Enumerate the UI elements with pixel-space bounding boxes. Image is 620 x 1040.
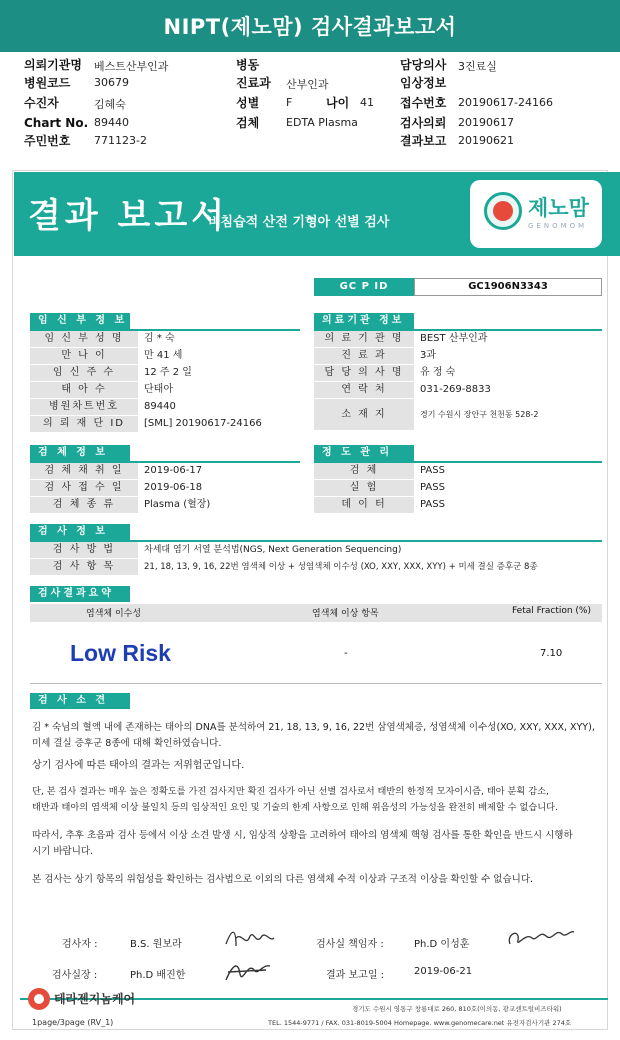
pregnancy-info-table (30, 331, 300, 433)
pregnancy-info-title: 임 신 부 정 보 (30, 313, 130, 329)
qc-info-title: 정 도 관 리 (314, 445, 414, 461)
row-label: 검 체 종 류 (30, 497, 138, 514)
ward-label: 병동 (236, 58, 260, 72)
hospital-code-label: 병원코드 (24, 76, 71, 90)
logo-subtext: GENOMOM (528, 222, 588, 230)
page-number: 1page/3page (RV_1) (32, 1018, 114, 1027)
row-label: 진 료 과 (314, 348, 414, 365)
responsible-label: 검사실 책임자 : (316, 939, 384, 950)
table-row (30, 480, 300, 497)
institution-info-table (314, 331, 602, 431)
id-number-value: 771123-2 (94, 134, 147, 147)
row-label: 담 당 의 사 명 (314, 365, 414, 382)
qc-info-table (314, 463, 602, 514)
qc-info-section (314, 445, 602, 514)
result-divider (30, 683, 602, 684)
row-value: 12 주 2 일 (138, 365, 300, 382)
tester-signature (222, 924, 278, 952)
findings-line: 미세 결실 증후군 8종에 대해 확인하였습니다. (32, 738, 222, 749)
lab-head-signature (220, 956, 276, 986)
receipt-number-value: 20190617-24166 (458, 96, 553, 109)
hospital-name-value: 베스트산부인과 (94, 60, 169, 73)
row-label: 검 체 (314, 463, 414, 480)
findings-paragraph-5: 본 검사는 상기 항목의 위험성을 확인하는 검사법으로 이외의 다른 염색체 수적 이상과 구조적 이상을 확인할 수 없습니다. (32, 874, 534, 885)
row-label: 의 뢰 재 단 ID (30, 416, 138, 433)
row-value: Plasma (혈장) (138, 497, 300, 514)
table-row (314, 331, 602, 348)
header-row-1-col-1: 의뢰기관명 (24, 58, 82, 72)
risk-result: Low Risk (70, 640, 171, 666)
id-number-label: 주민번호 (24, 134, 71, 148)
sex-value: F (286, 96, 293, 109)
hospital-code-value: 30679 (94, 76, 129, 89)
table-row (30, 542, 602, 559)
report-title: NIPT(제노맘) 검사결과보고서 (0, 0, 620, 52)
department-label: 진료과 (236, 76, 271, 90)
institution-info-section (314, 313, 602, 431)
test-info-section (30, 524, 602, 576)
request-date-label: 검사의뢰 (400, 116, 447, 130)
patient-label: 수진자 (24, 96, 59, 110)
row-label: 만 나 이 (30, 348, 138, 365)
report-date-value: 20190621 (458, 134, 514, 147)
clinical-info-label: 임상정보 (400, 76, 447, 90)
result-summary-header (30, 604, 602, 622)
row-value: 단태아 (138, 382, 300, 399)
table-row (314, 399, 602, 431)
row-value: 3과 (414, 348, 602, 365)
responsible-name: Ph.D 이성훈 (414, 939, 470, 950)
table-row (314, 480, 602, 497)
chart-no-value: 89440 (94, 116, 129, 129)
row-value: 21, 18, 13, 9, 16, 22번 염색체 이상 + 성염색체 이수성 (XO, XXY, XXX, XYY) + 미세 결실 증후군 8종 (138, 559, 602, 576)
table-row (314, 497, 602, 514)
gc-id-value: GC1906N3343 (414, 278, 602, 296)
table-row (30, 365, 300, 382)
row-value: 경기 수원시 장안구 천천동 528-2 (414, 399, 602, 431)
row-value: PASS (414, 497, 602, 514)
row-label: 임 신 부 성 명 (30, 331, 138, 348)
row-label: 병원차트번호 (30, 399, 138, 416)
row-value: PASS (414, 480, 602, 497)
row-label: 검 사 접 수 일 (30, 480, 138, 497)
findings-section (30, 693, 130, 709)
abnormal-item-value: - (344, 648, 348, 659)
chart-no-label: Chart No. (24, 116, 89, 130)
table-row (314, 463, 602, 480)
result-summary-title: 검사결과요약 (30, 586, 130, 602)
patient-value: 김혜숙 (94, 98, 126, 111)
test-info-title: 검 사 정 보 (30, 524, 130, 540)
findings-line: 태반과 태아의 염색체 이상 불일치 등의 임상적인 요인 및 기술의 한계 사항으로 인해 위음성의 가능성을 완전히 배제할 수 없습니다. (32, 802, 558, 813)
col-abnormal-items: 염색체 이상 항목 (312, 609, 379, 619)
row-value: 2019-06-17 (138, 463, 300, 480)
findings-line: 김 * 숙님의 혈액 내에 존재하는 태아의 DNA를 분석하여 21, 18, 13, 9, 16, 22번 삼염색체증, 성염색체 이수성(XO, XXY, XXX, XYY), (32, 722, 595, 733)
logo-text: 제노맘 (528, 196, 589, 220)
report-date-label: 결과보고 (400, 134, 447, 148)
header-info (0, 52, 620, 162)
lab-head-label: 검사실장 : (52, 970, 98, 981)
age-value: 41 (360, 96, 374, 109)
col-fetal-fraction: Fetal Fraction (%) (512, 606, 591, 616)
findings-line: 시기 바랍니다. (32, 846, 94, 857)
findings-paragraph-1 (32, 720, 604, 752)
table-row (314, 348, 602, 365)
table-row (314, 382, 602, 399)
test-info-table (30, 542, 602, 576)
company-address: 경기도 수원시 영통구 창룡대로 260, 810호(이의동, 광교센트럴비즈타워) (352, 1005, 562, 1013)
company-name: 테라젠지놈케어 (54, 992, 136, 1006)
row-value: BEST 산부인과 (414, 331, 602, 348)
row-label: 검 체 채 취 일 (30, 463, 138, 480)
table-row (30, 416, 300, 433)
col-aneuploidy: 염색체 이수성 (86, 609, 142, 619)
row-label: 태 아 수 (30, 382, 138, 399)
banner-subtitle: 비침습적 산전 기형아 선별 검사 (208, 215, 390, 230)
table-row (30, 399, 300, 416)
specimen-info-title: 검 체 정 보 (30, 445, 130, 461)
row-value: [SML] 20190617-24166 (138, 416, 300, 433)
responsible-signature (504, 922, 576, 952)
row-label: 연 락 처 (314, 382, 414, 399)
fetal-fraction-value: 7.10 (540, 648, 563, 659)
gc-id-label: GC P ID (314, 278, 414, 296)
doctor-label: 담당의사 (400, 58, 447, 72)
tester-name: B.S. 원보라 (130, 939, 182, 950)
specimen-info-table (30, 463, 300, 514)
findings-line: 단, 본 검사 결과는 매우 높은 정확도를 가진 검사지만 확진 검사가 아닌 선별 검사로서 태반의 한정적 모자이시즘, 태아 분획 감소, (32, 786, 549, 797)
row-label: 검 사 항 목 (30, 559, 138, 576)
logo-mark-icon (34, 994, 44, 1004)
row-label: 의 료 기 관 명 (314, 331, 414, 348)
row-value: 만 41 세 (138, 348, 300, 365)
row-value: PASS (414, 463, 602, 480)
row-value: 2019-06-18 (138, 480, 300, 497)
logo-center-icon (493, 201, 513, 221)
table-row (30, 497, 300, 514)
row-label: 소 재 지 (314, 399, 414, 431)
row-label: 검 사 방 법 (30, 542, 138, 559)
row-value: 89440 (138, 399, 300, 416)
age-label: 나이 (326, 96, 350, 110)
company-contact: TEL. 1544-9771 / FAX. 031-8019-5004 Homepage. www.genomecare.net 유전자검사기관 274호 (268, 1019, 572, 1027)
row-value: 차세대 염기 서열 분석법(NGS, Next Generation Sequencing) (138, 542, 602, 559)
findings-title: 검 사 소 견 (30, 693, 130, 709)
row-value: 유 정 숙 (414, 365, 602, 382)
table-row (30, 463, 300, 480)
row-value: 031-269-8833 (414, 382, 602, 399)
row-label: 실 험 (314, 480, 414, 497)
row-label: 임 신 주 수 (30, 365, 138, 382)
tester-label: 검사자 : (62, 939, 98, 950)
department-value: 산부인과 (286, 78, 329, 91)
table-row (314, 365, 602, 382)
doctor-value: 3진료실 (458, 60, 497, 73)
specimen-label: 검체 (236, 116, 260, 130)
findings-paragraph-4 (32, 828, 604, 860)
result-summary-section (30, 586, 130, 602)
table-row (30, 348, 300, 365)
table-row (30, 331, 300, 348)
table-row (30, 559, 602, 576)
report-date-label: 결과 보고일 : (326, 970, 385, 981)
sex-label: 성별 (236, 96, 260, 110)
specimen-value: EDTA Plasma (286, 116, 358, 129)
report-date-value: 2019-06-21 (414, 966, 473, 977)
findings-paragraph-3 (32, 784, 604, 816)
receipt-number-label: 접수번호 (400, 96, 447, 110)
row-label: 데 이 터 (314, 497, 414, 514)
specimen-info-section (30, 445, 300, 514)
banner-title: 결과 보고서 (28, 196, 229, 236)
findings-line: 따라서, 추후 초음파 검사 등에서 이상 소견 발생 시, 임상적 상황을 고려하여 태아의 염색체 핵형 검사를 통한 확인을 반드시 시행하 (32, 830, 573, 841)
request-date-value: 20190617 (458, 116, 514, 129)
pregnancy-info-section (30, 313, 300, 433)
institution-info-title: 의료기관 정보 (314, 313, 414, 329)
lab-head-name: Ph.D 배진한 (130, 970, 186, 981)
row-value: 김 * 숙 (138, 331, 300, 348)
table-row (30, 382, 300, 399)
findings-paragraph-2: 상기 검사에 따른 태아의 결과는 저위험군입니다. (32, 760, 245, 771)
